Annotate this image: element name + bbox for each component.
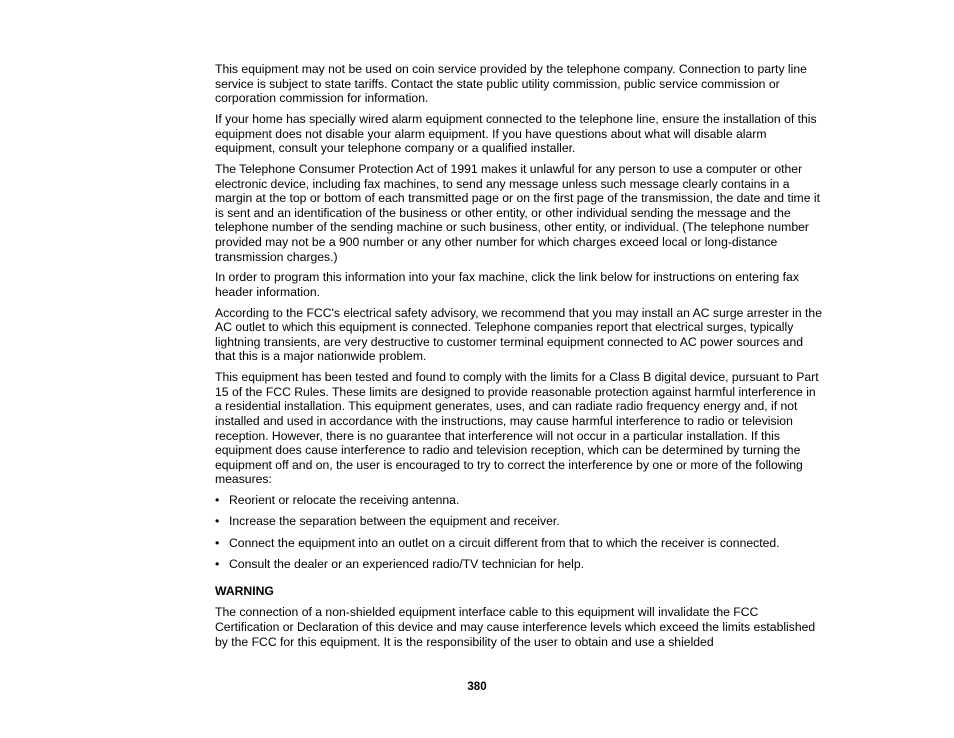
list-item [215,493,825,508]
paragraph-warning: The connection of a non-shielded equipment interface cable to this equipment will invalidate the FCC Certification or Declaration of this device and may cause interference levels which exceed the limits established by the FCC for this equipment. It is the responsibility of the user to obtain and use a shielded [215,605,816,649]
page-number: 380 [467,681,487,693]
measures-list [215,493,825,571]
bullet-icon: • [215,493,220,508]
paragraph-tcpa: The Telephone Consumer Protection Act of 1991 makes it unlawful for any person to use a computer or other electronic device, including fax machines, to send any message unless such message clearly contains in a margin at the top or bottom of each transmitted page or on the first page of the transmission, the date and time it is sent and an identification of the business or other entity, or other individual sending the message and the telephone number of the sending machine or such business, other entity, or individual. (The telephone number provided may not be a 900 number or any other number for which charges exceed local or long-distance transmission charges.) [215,161,820,264]
bullet-icon: • [215,556,220,571]
list-item [215,557,825,572]
warning-heading: WARNING [215,584,274,599]
list-item-text: Consult the dealer or an experienced radio/TV technician for help. [229,556,585,571]
document-body [215,62,825,655]
paragraph-surge-advisory: According to the FCC's electrical safety advisory, we recommend that you may install an AC surge arrester in the AC outlet to which this equipment is connected. Telephone companies report that electrical surges, typically lightning transients, are very destructive to customer terminal equipment connected to AC power sources and that this is a major nationwide problem. [215,305,822,364]
list-item-text: Connect the equipment into an outlet on a circuit different from that to which the receiver is connected. [229,535,780,550]
paragraph-class-b-compliance: This equipment has been tested and found to comply with the limits for a Class B digital device, pursuant to Part 15 of the FCC Rules. These limits are designed to provide reasonable protection against harmful interference in a residential installation. This equipment generates, uses, and can radiate radio frequency energy and, if not installed and used in accordance with the instructions, may cause harmful interference to radio or television reception. However, there is no guarantee that interference will not occur in a particular installation. If this equipment does cause interference to radio and television reception, which can be determined by turning the equipment off and on, the user is encouraged to try to correct the interference by one or more of the following measures: [215,370,819,487]
list-item-text: Increase the separation between the equipment and receiver. [229,514,560,529]
bullet-icon: • [215,535,220,550]
list-item-text: Reorient or relocate the receiving antenna. [229,493,460,508]
bullet-icon: • [215,514,220,529]
paragraph-coin-service: This equipment may not be used on coin service provided by the telephone company. Connection to party line service is subject to state tariffs. Contact the state public utility commission, public service commission or corporation commission for information. [215,62,807,106]
list-item [215,536,825,551]
paragraph-alarm-equipment: If your home has specially wired alarm equipment connected to the telephone line, ensure the installation of this equipment does not disable your alarm equipment. If you have questions about what will disable alarm equipment, consult your telephone company or a qualified installer. [215,111,817,156]
list-item [215,514,825,529]
paragraph-fax-header: In order to program this information into your fax machine, click the link below for instructions on entering fax header information. [215,270,799,299]
